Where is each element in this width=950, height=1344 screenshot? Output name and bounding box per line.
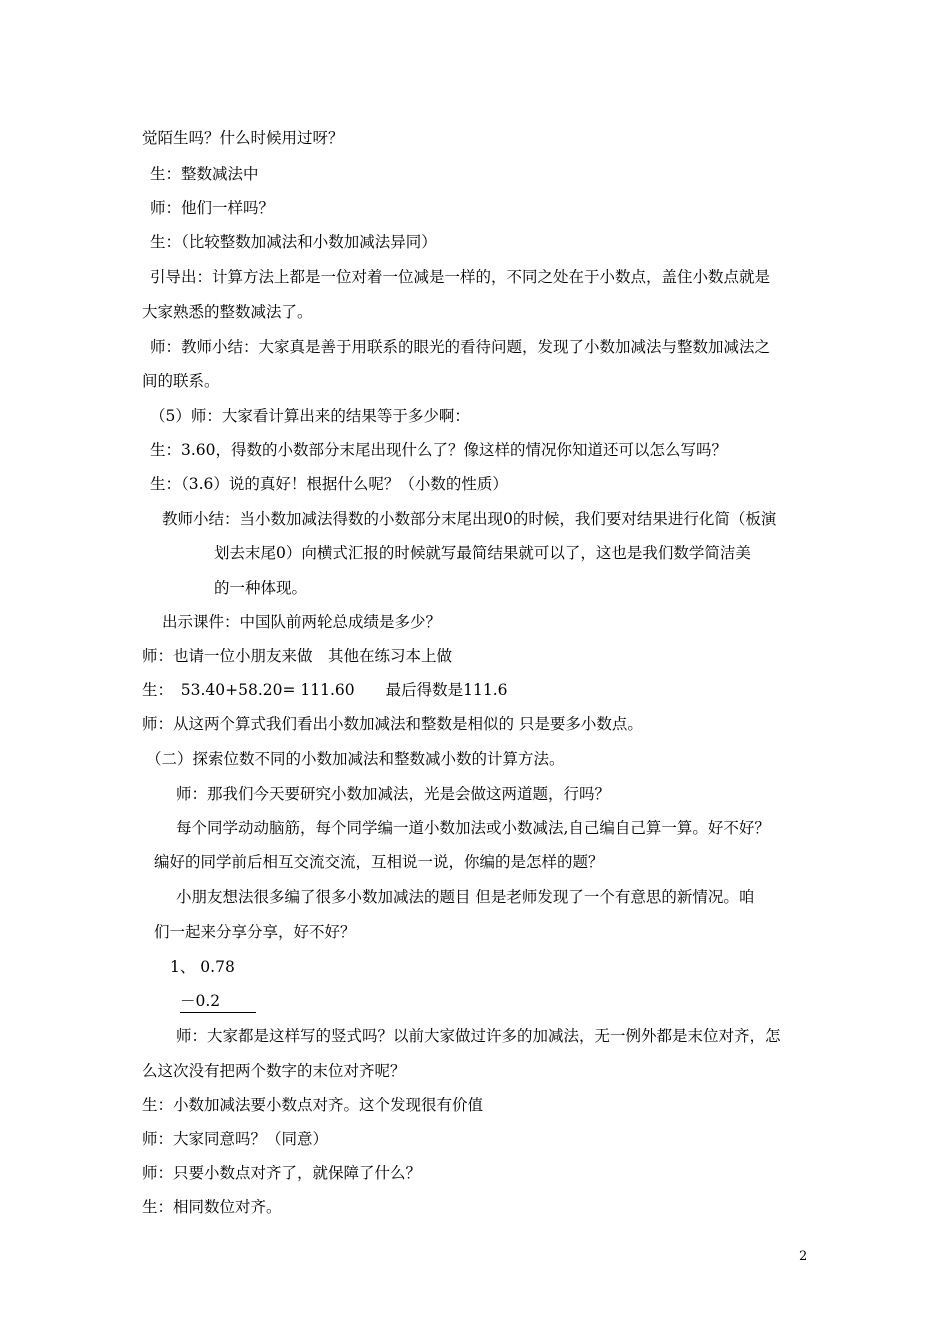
text-line-20: 师：那我们今天要研究小数加减法，光是会做这两道题，行吗？ — [176, 785, 611, 803]
text-line-21: 每个同学动动脑筋，每个同学编一道小数加法或小数减法,自己编自己算一算。好不好？ — [176, 819, 770, 837]
text-line-12: 教师小结：当小数加减法得数的小数部分末尾出现0的时候，我们要对结果进行化简（板演 — [162, 510, 777, 528]
text-line-7: 师：教师小结：大家真是善于用联系的眼光的看待问题，发现了小数加减法与整数加减法之 — [150, 338, 771, 356]
text-line-17: 生： 53.40+58.20= 111.60 最后得数是111.6 — [142, 681, 508, 699]
text-line-22: 编好的同学前后相互交流交流，互相说一说，你编的是怎样的题？ — [154, 853, 604, 871]
text-line-2: 生：整数减法中 — [150, 165, 259, 183]
text-line-3: 师：他们一样吗？ — [150, 199, 275, 217]
text-line-28: 么这次没有把两个数字的末位对齐呢？ — [142, 1062, 406, 1080]
text-line-15: 出示课件：中国队前两轮总成绩是多少？ — [162, 613, 442, 631]
text-line-31: 师：只要小数点对齐了，就保障了什么？ — [142, 1164, 422, 1182]
text-line-19: （二）探索位数不同的小数加减法和整数减小数的计算方法。 — [146, 750, 565, 768]
text-line-32: 生：相同数位对齐。 — [142, 1198, 282, 1216]
text-line-23: 小朋友想法很多编了很多小数加减法的题目 但是老师发现了一个有意思的新情况。咱 — [176, 888, 755, 906]
text-line-6: 大家熟悉的整数减法了。 — [142, 303, 313, 321]
text-line-5: 引导出：计算方法上都是一位对着一位减是一样的，不同之处在于小数点，盖住小数点就是 — [150, 268, 771, 286]
text-line-26: －0.2 — [180, 992, 221, 1010]
text-line-8: 间的联系。 — [142, 372, 220, 390]
text-line-1: 觉陌生吗？什么时候用过呀？ — [142, 129, 344, 147]
text-line-27: 师：大家都是这样写的竖式吗？以前大家做过许多的加减法，无一例外都是末位对齐，怎 — [176, 1027, 781, 1045]
text-line-29: 生：小数加减法要小数点对齐。这个发现很有价值 — [142, 1096, 484, 1114]
text-line-10: 生：3.60，得数的小数部分末尾出现什么了？像这样的情况你知道还可以怎么写吗？ — [150, 441, 728, 459]
text-line-11: 生：（3.6）说的真好！根据什么呢？（小数的性质） — [150, 475, 508, 493]
page-number: 2 — [799, 1249, 808, 1264]
text-line-4: 生：（比较整数加减法和小数加减法异同） — [150, 233, 437, 251]
text-line-16: 师：也请一位小朋友来做 其他在练习本上做 — [142, 647, 453, 665]
text-line-30: 师：大家同意吗？（同意） — [142, 1130, 329, 1148]
text-line-14: 的一种体现。 — [214, 579, 308, 597]
text-line-18: 师：从这两个算式我们看出小数加减法和整数是相似的 只是要多小数点。 — [142, 715, 643, 733]
text-line-9: （5）师：大家看计算出来的结果等于多少啊： — [150, 407, 470, 425]
text-line-13: 划去末尾0）向横式汇报的时候就写最简结果就可以了，这也是我们数学简洁美 — [214, 544, 751, 562]
subtraction-underline — [180, 992, 256, 1013]
text-line-24: 们一起来分享分享，好不好？ — [154, 923, 356, 941]
text-line-25: 1、 0.78 — [170, 958, 235, 976]
